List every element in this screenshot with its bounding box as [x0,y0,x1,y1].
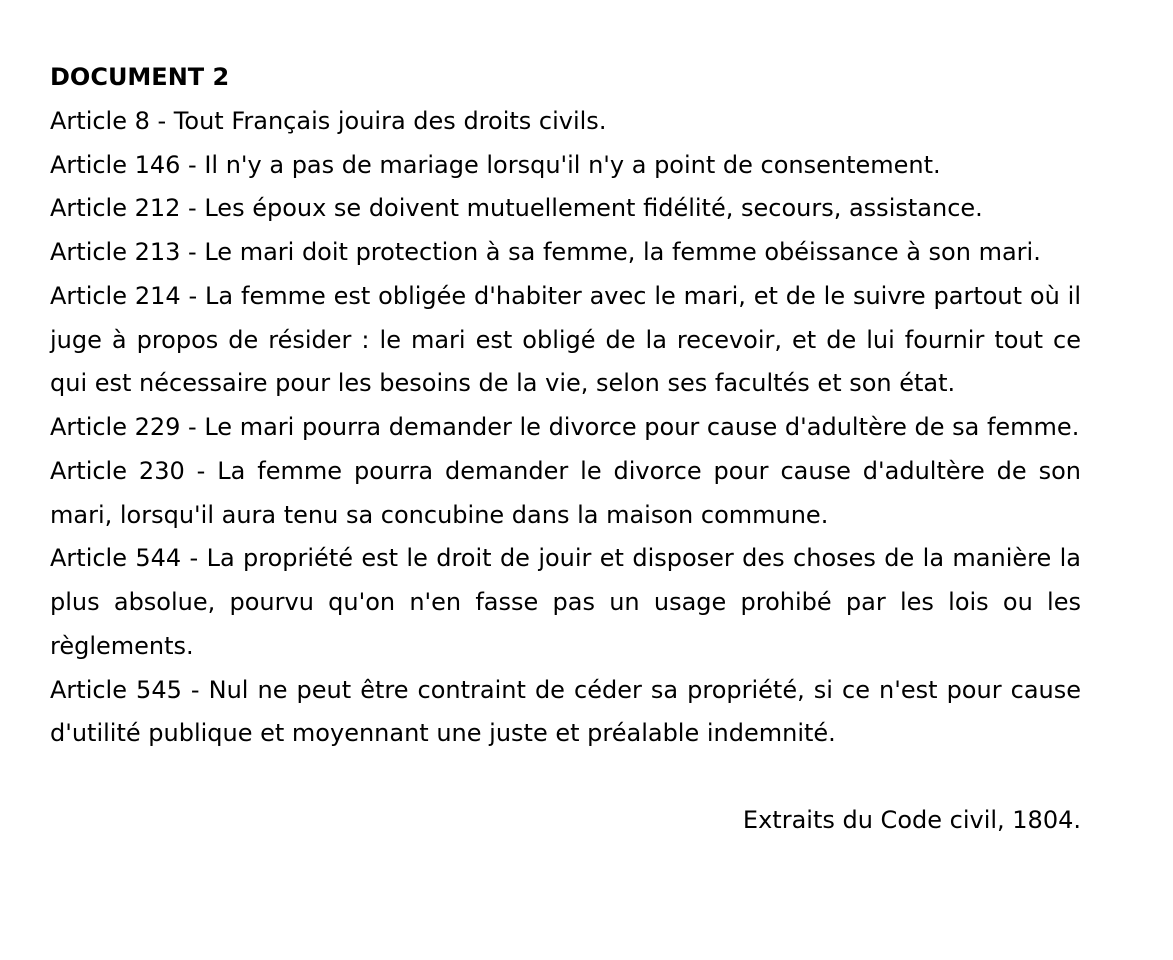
article-213: Article 213 - Le mari doit protection à sa femme, la femme obéissance à son mari. [50,238,1041,266]
article-229: Article 229 - Le mari pourra demander le divorce pour cause d'adultère de sa femme. [50,413,1080,441]
document-heading: DOCUMENT 2 [50,63,230,91]
document-page [50,56,1081,867]
article-8: Article 8 - Tout Français jouira des droits civils. [50,106,607,135]
article-212: Article 212 - Les époux se doivent mutuellement fidélité, secours, assistance. [50,194,983,223]
source-citation: Extraits du Code civil, 1804. [742,806,1081,834]
article-230: Article 230 - La femme pourra demander le divorce pour cause d'adultère de son mari, lorsqu'il aura tenu sa concubine dans la maison commune. [50,456,1081,529]
article-146: Article 146 - Il n'y a pas de mariage lorsqu'il n'y a point de consentement. [50,150,941,179]
article-544: Article 544 - La propriété est le droit de jouir et disposer des choses de la manière la plus absolue, pourvu qu'on n'en fasse pas un usage prohibé par les lois ou les règlements. [50,544,1081,660]
article-214: Article 214 - La femme est obligée d'habiter avec le mari, et de le suivre partout où il juge à propos de résider : le mari est obligé de la recevoir, et de lui fournir tout ce qui est nécessaire pour les besoins de la vie, selon ses facultés et son état. [50,281,1081,398]
article-545: Article 545 - Nul ne peut être contraint de céder sa propriété, si ce n'est pour cause d'utilité publique et moyennant une juste et préalable indemnité. [50,675,1081,748]
